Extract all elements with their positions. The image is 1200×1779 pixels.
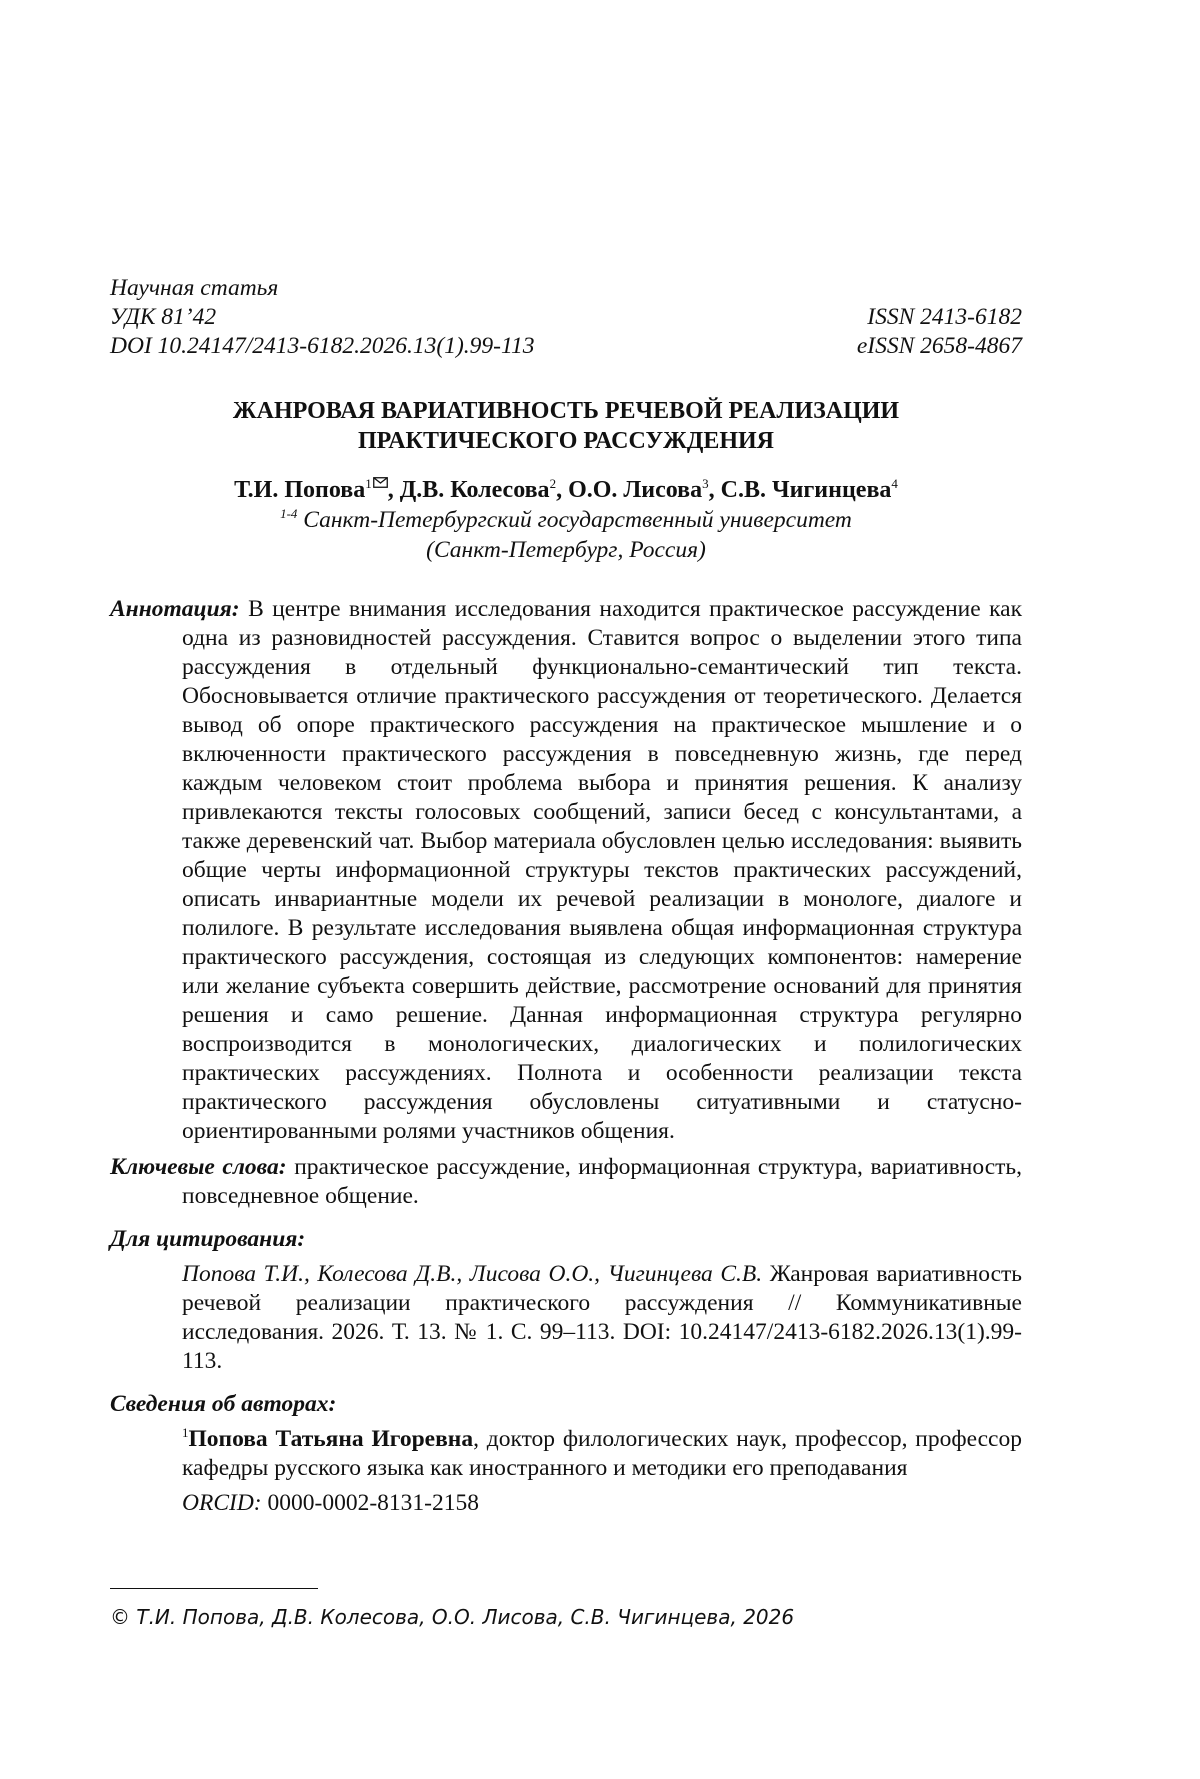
citation-text: Жанровая вариативность речевой реализации практического рассуждения // Коммуникативные исследования. 2026. Т. 13. № 1. С. 99–113. DOI: 10.24147/2413-6182.2026.13(1).99-113. <box>182 1261 1022 1374</box>
title-line-1: ЖАНРОВАЯ ВАРИАТИВНОСТЬ РЕЧЕВОЙ РЕАЛИЗАЦИИ <box>232 398 900 424</box>
udc-issn-row <box>110 303 1022 332</box>
article-type-row <box>110 274 1022 303</box>
author-separator: , <box>387 477 400 503</box>
abstract <box>110 595 1022 1146</box>
author-affil-sup: 4 <box>891 476 898 491</box>
bio-text: , доктор филологических наук, профессор, профессор кафедры русского языка как иностранного и методики его преподавания <box>182 1426 1022 1481</box>
about-authors-heading: Сведения об авторах: <box>110 1391 337 1417</box>
author-name: О.О. Лисова <box>568 477 703 503</box>
affiliation-line-2: (Санкт-Петербург, Россия) <box>426 537 706 563</box>
bio-sup: 1 <box>182 1425 189 1441</box>
orcid <box>182 1489 1022 1518</box>
orcid-label: ORCID: <box>182 1490 262 1516</box>
keywords-text: практическое рассуждение, информационная структура, вариативность, повседневное общение. <box>182 1154 1022 1209</box>
author-name: Т.И. Попова <box>234 477 366 503</box>
article-type: Научная статья <box>110 275 279 301</box>
author-affil-sup: 2 <box>549 476 557 491</box>
author-affil-sup: 3 <box>702 476 709 491</box>
article-title <box>110 396 1022 456</box>
doi: DOI 10.24147/2413-6182.2026.13(1).99-113 <box>110 333 535 359</box>
copyright-notice: © Т.И. Попова, Д.В. Колесова, О.О. Лисова, С.В. Чигинцева, 2026 <box>110 1605 795 1629</box>
citation <box>182 1260 1022 1376</box>
doi-eissn-row <box>110 332 1022 361</box>
author-bio <box>182 1425 1022 1483</box>
bio-name: Попова Татьяна Игоревна <box>188 1426 474 1452</box>
author-list <box>110 476 1022 505</box>
author-separator: , <box>708 477 721 503</box>
orcid-value: 0000-0002-8131-2158 <box>261 1490 479 1516</box>
author-separator: , <box>556 477 569 503</box>
issn: ISSN 2413-6182 <box>867 304 1022 330</box>
citation-heading: Для цитирования: <box>110 1226 306 1252</box>
affiliation <box>110 505 1022 565</box>
keywords-label: Ключевые слова: <box>110 1154 287 1180</box>
citation-authors: Попова Т.И., Колесова Д.В., Лисова О.О., Чигинцева С.В. <box>182 1261 763 1287</box>
affiliation-line-1: Санкт-Петербургский государственный университет <box>297 507 852 533</box>
article-first-page <box>110 274 1022 1518</box>
udc-code: УДК 81’42 <box>110 304 217 330</box>
footnote-divider <box>110 1588 318 1589</box>
title-line-2: ПРАКТИЧЕСКОГО РАССУЖДЕНИЯ <box>357 428 775 454</box>
affiliation-sup: 1-4 <box>280 506 298 522</box>
abstract-text: В центре внимания исследования находится практическое рассуждение как одна из разновидностей рассуждения. Ставится вопрос о выделении этого типа рассуждения в отдельный функционально-семантический тип текста. Обосновывается отличие практического рассуждения от теоретического. Делается вывод об опоре практического рассуждения на практическое мышление и о включенности практического рассуждения в повседневную жизнь, где перед каждым человеком стоит проблема выбора и принятия решения. К анализу привлекаются тексты голосовых сообщений, записи бесед с консультантами, а также деревенский чат. Выбор материала обусловлен целью исследования: выявить общие черты информационной структуры текстов практических рассуждений, описать инвариантные модели их речевой реализации в монологе, диалоге и полилоге. В результате исследования выявлена общая информационная структура практического рассуждения, состоящая из следующих компонентов: намерение или желание субъекта совершить действие, рассмотрение оснований для принятия решения и само решение. Данная информационная структура регулярно воспроизводится в монологических, диалогических и полилогических практических рассуждениях. Полнота и особенности реализации текста практического рассуждения обусловлены ситуативными и статусно-ориентированными ролями участников общения. <box>182 596 1023 1144</box>
mail-icon[interactable] <box>373 477 388 488</box>
abstract-label: Аннотация: <box>110 596 240 622</box>
author-name: С.В. Чигинцева <box>720 477 892 503</box>
author-affil-sup: 1 <box>365 476 372 491</box>
author-name: Д.В. Колесова <box>399 477 550 503</box>
keywords <box>110 1153 1022 1211</box>
eissn: eISSN 2658-4867 <box>856 333 1022 359</box>
